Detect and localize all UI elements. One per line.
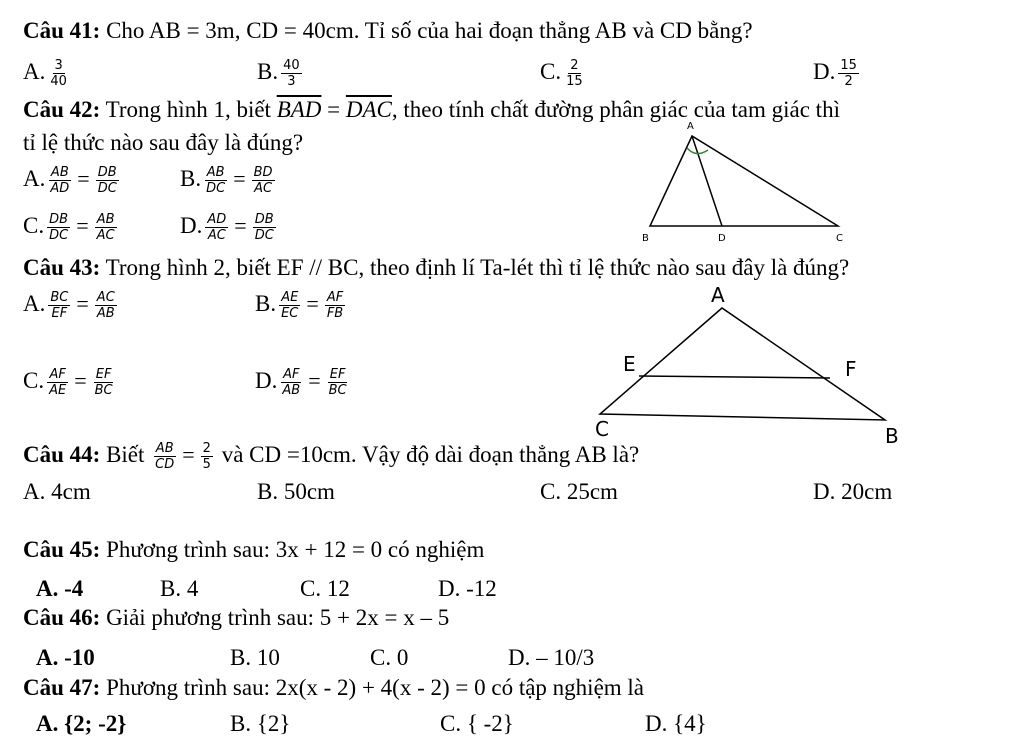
- q45-label: Câu 45:: [23, 537, 101, 562]
- q47-text: Phương trình sau: 2x(x - 2) + 4(x - 2) = 0 có tập nghiệm là: [106, 675, 645, 700]
- q46-text: Giải phương trình sau: 5 + 2x = x – 5: [106, 605, 450, 630]
- q47-question: [23, 675, 644, 701]
- q42-triangle-abc: [650, 136, 838, 226]
- q43-segment-ef: [639, 376, 830, 378]
- q47-option-c: C. { -2}: [440, 711, 514, 736]
- q46-option-c: C. 0: [370, 645, 409, 670]
- q44-option-a: A. 4cm: [23, 479, 91, 504]
- q42-point-c: C: [836, 233, 843, 244]
- q41-text: Cho AB = 3m, CD = 40cm. Tỉ số của hai đoạn thẳng AB và CD bằng?: [106, 18, 753, 43]
- q46-option-a: A. -10: [36, 645, 95, 670]
- q43-option-b: B. $\frac{AE}{EC}$ = $\frac{AF}{FB}$: [255, 290, 344, 321]
- q42-figure-1: [630, 116, 860, 250]
- q41-option-a: A. $\frac{3}{40}$: [23, 58, 67, 89]
- q42-option-c: C. $\frac{DB}{DC}$ = $\frac{AB}{AC}$: [23, 212, 115, 243]
- q43-option-a: A. $\frac{BC}{EF}$ = $\frac{AC}{AB}$: [23, 290, 115, 321]
- q43-question: [23, 255, 849, 281]
- q44-option-c: C. 25cm: [540, 479, 618, 504]
- q46-label: Câu 46:: [23, 605, 101, 630]
- q42-question-line2: tỉ lệ thức nào sau đây là đúng?: [23, 130, 304, 155]
- q43-triangle-abc: [600, 308, 885, 420]
- q45-question: [23, 537, 484, 563]
- q45-option-a: A. -4: [36, 576, 84, 601]
- q42-option-a: A. $\frac{AB}{AD}$ = $\frac{DB}{DC}$: [23, 165, 117, 196]
- q41-option-c: C. $\frac{2}{15}$: [540, 58, 583, 89]
- q45-option-d: D. -12: [438, 576, 497, 601]
- q43-option-d: D. $\frac{AF}{AB}$ = $\frac{EF}{BC}$: [255, 367, 347, 398]
- q43-figure-2: [585, 282, 915, 452]
- q42-label: Câu 42:: [23, 97, 101, 122]
- q43-point-e: E: [623, 352, 636, 376]
- q47-label: Câu 47:: [23, 675, 101, 700]
- q43-option-c: C. $\frac{AF}{AE}$ = $\frac{EF}{BC}$: [23, 367, 113, 398]
- q42-point-d: D: [718, 233, 726, 244]
- q42-angle-dac: $\overline{DAC}$: [345, 97, 392, 122]
- q42-option-b: B. $\frac{AB}{DC}$ = $\frac{BD}{AC}$: [180, 165, 273, 196]
- q43-point-a: A: [711, 283, 725, 307]
- q45-text: Phương trình sau: 3x + 12 = 0 có nghiệm: [106, 537, 485, 562]
- q46-option-d: D. – 10/3: [508, 645, 595, 670]
- q42-point-a: A: [687, 121, 694, 132]
- q43-point-b: B: [885, 424, 899, 448]
- q44-option-b: B. 50cm: [257, 479, 335, 504]
- q43-point-c: C: [595, 417, 609, 441]
- q41-option-b: B. $\frac{40}{3}$: [257, 58, 300, 89]
- q43-label: Câu 43:: [23, 255, 101, 280]
- q41-question: [23, 18, 753, 44]
- q42-question: Câu 42: Trong hình 1, biết $\overline{BAD} = \overline{DAC}$, theo tính chất đường phân giác của tam giác thì: [23, 97, 840, 122]
- q41-option-d: D. $\frac{15}{2}$: [813, 58, 857, 89]
- q44-label: Câu 44:: [23, 441, 101, 467]
- q47-option-b: B. {2}: [230, 711, 291, 736]
- q42-angle-bad: $\overline{BAD}$: [276, 97, 322, 122]
- q45-option-b: B. 4: [160, 576, 199, 601]
- q46-question: [23, 605, 449, 631]
- q42-point-b: B: [642, 233, 649, 244]
- q46-option-b: B. 10: [230, 645, 280, 670]
- q45-option-c: C. 12: [300, 576, 350, 601]
- q44-question: Câu 44: Biết $\frac{AB}{CD}$ = $\frac{2}{5}$ và CD =10cm. Vậy độ dài đoạn thẳng AB là?: [23, 441, 640, 472]
- q44-option-d: D. 20cm: [813, 479, 893, 504]
- q47-option-d: D. {4}: [645, 711, 707, 736]
- q43-text: Trong hình 2, biết EF // BC, theo định lí Ta-lét thì tỉ lệ thức nào sau đây là đúng?: [105, 255, 850, 280]
- q42-bisector-ad: [692, 136, 722, 226]
- q47-option-a: A. {2; -2}: [36, 711, 127, 736]
- q43-point-f: F: [845, 357, 857, 381]
- q42-option-d: D. $\frac{AD}{AC}$ = $\frac{DB}{DC}$: [180, 212, 274, 243]
- q41-label: Câu 41:: [23, 18, 101, 43]
